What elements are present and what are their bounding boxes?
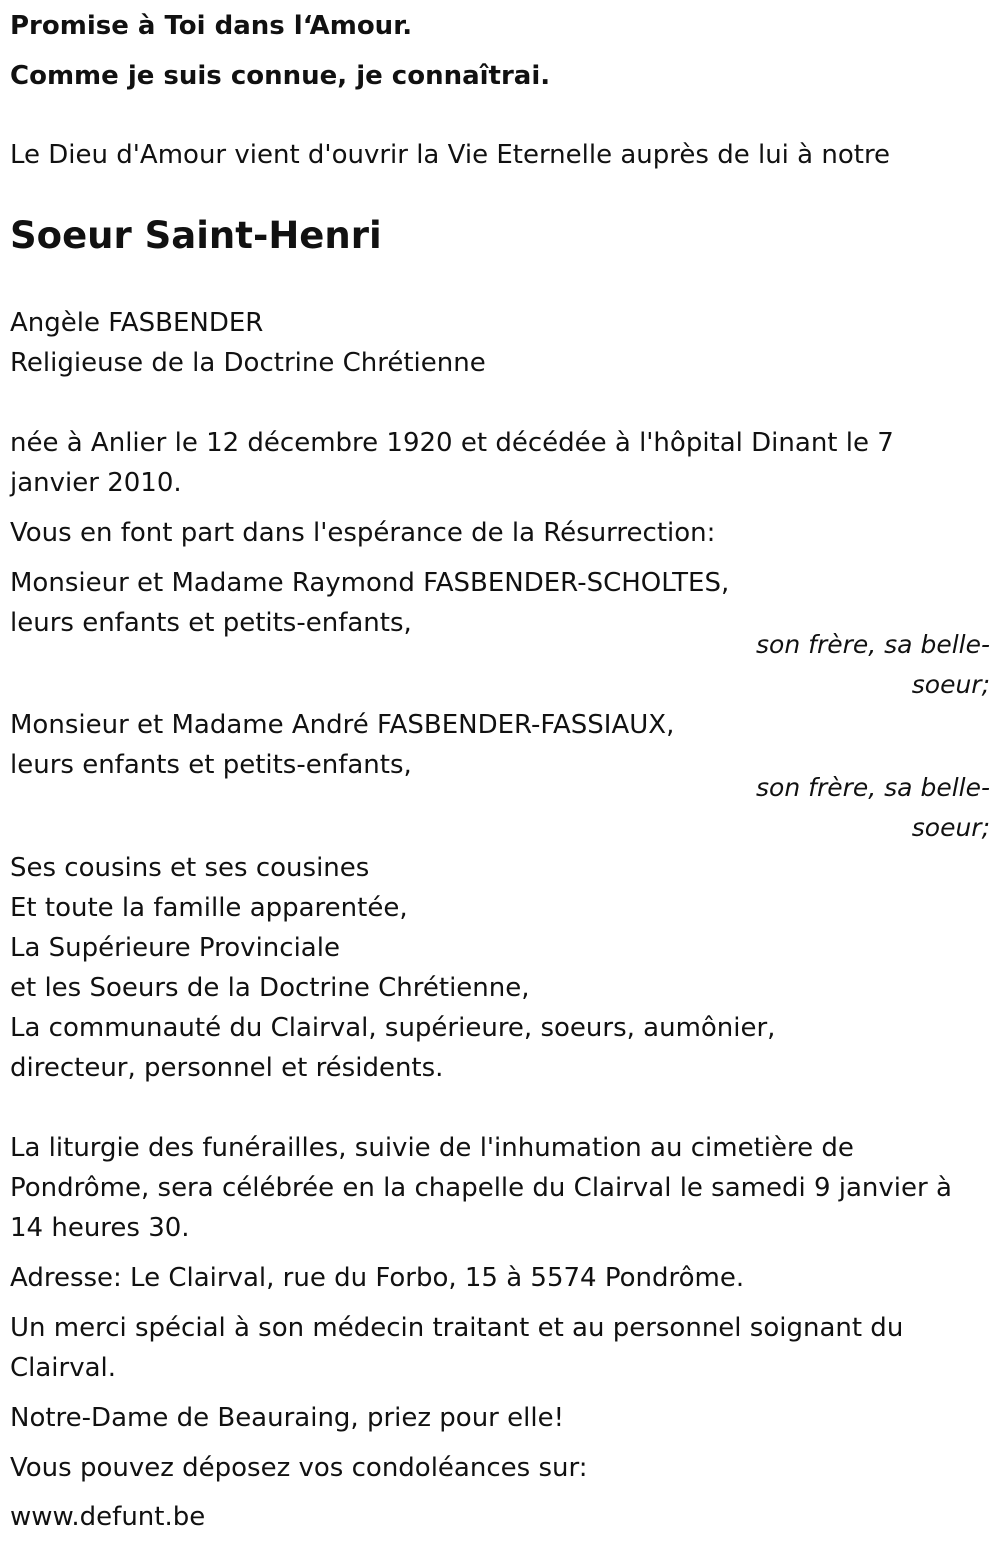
family-entry-2-relation-2: soeur; (911, 813, 990, 842)
family-entry-2-relation-1: son frère, sa belle- (756, 773, 990, 802)
funeral-line-3: 14 heures 30. (10, 1213, 190, 1243)
birth-death-line-1: née à Anlier le 12 décembre 1920 et décédée à l'hôpital Dinant le 7 (10, 428, 894, 458)
header-verse-1: Promise à Toi dans l‘Amour. (10, 11, 413, 41)
others-line-5: La communauté du Clairval, supérieure, soeurs, aumônier, (10, 1013, 776, 1043)
civil-name: Angèle FASBENDER (10, 308, 264, 338)
family-entry-2-line-2: leurs enfants et petits-enfants, (10, 750, 412, 780)
condolences-text: Vous pouvez déposez vos condoléances sur: (10, 1453, 588, 1483)
obituary-notice (10, 0, 990, 1546)
others-line-4: et les Soeurs de la Doctrine Chrétienne, (10, 973, 530, 1003)
announcement-text: Vous en font part dans l'espérance de la Résurrection: (10, 518, 716, 548)
others-line-3: La Supérieure Provinciale (10, 933, 340, 963)
family-entry-1-line-1: Monsieur et Madame Raymond FASBENDER-SCHOLTES, (10, 568, 730, 598)
others-line-2: Et toute la famille apparentée, (10, 893, 408, 923)
family-entry-1-line-2: leurs enfants et petits-enfants, (10, 608, 412, 638)
family-entry-2-line-1: Monsieur et Madame André FASBENDER-FASSIAUX, (10, 710, 675, 740)
header-verse-2: Comme je suis connue, je connaîtrai. (10, 61, 551, 91)
birth-death-line-2: janvier 2010. (10, 468, 182, 498)
website-link[interactable]: www.defunt.be (10, 1502, 206, 1532)
others-line-6: directeur, personnel et résidents. (10, 1053, 444, 1083)
family-entry-1-relation-2: soeur; (911, 670, 990, 699)
intro-text: Le Dieu d'Amour vient d'ouvrir la Vie Eternelle auprès de lui à notre (10, 140, 891, 170)
thanks-line-2: Clairval. (10, 1353, 117, 1383)
thanks-line-1: Un merci spécial à son médecin traitant et au personnel soignant du (10, 1313, 904, 1343)
prayer-text: Notre-Dame de Beauraing, priez pour elle! (10, 1403, 564, 1433)
funeral-line-2: Pondrôme, sera célébrée en la chapelle du Clairval le samedi 9 janvier à (10, 1173, 952, 1203)
others-line-1: Ses cousins et ses cousines (10, 853, 370, 883)
address-text: Adresse: Le Clairval, rue du Forbo, 15 à 5574 Pondrôme. (10, 1263, 745, 1293)
deceased-name: Soeur Saint-Henri (10, 214, 382, 257)
funeral-line-1: La liturgie des funérailles, suivie de l'inhumation au cimetière de (10, 1133, 854, 1163)
religious-order: Religieuse de la Doctrine Chrétienne (10, 348, 486, 378)
family-entry-1-relation-1: son frère, sa belle- (756, 630, 990, 659)
